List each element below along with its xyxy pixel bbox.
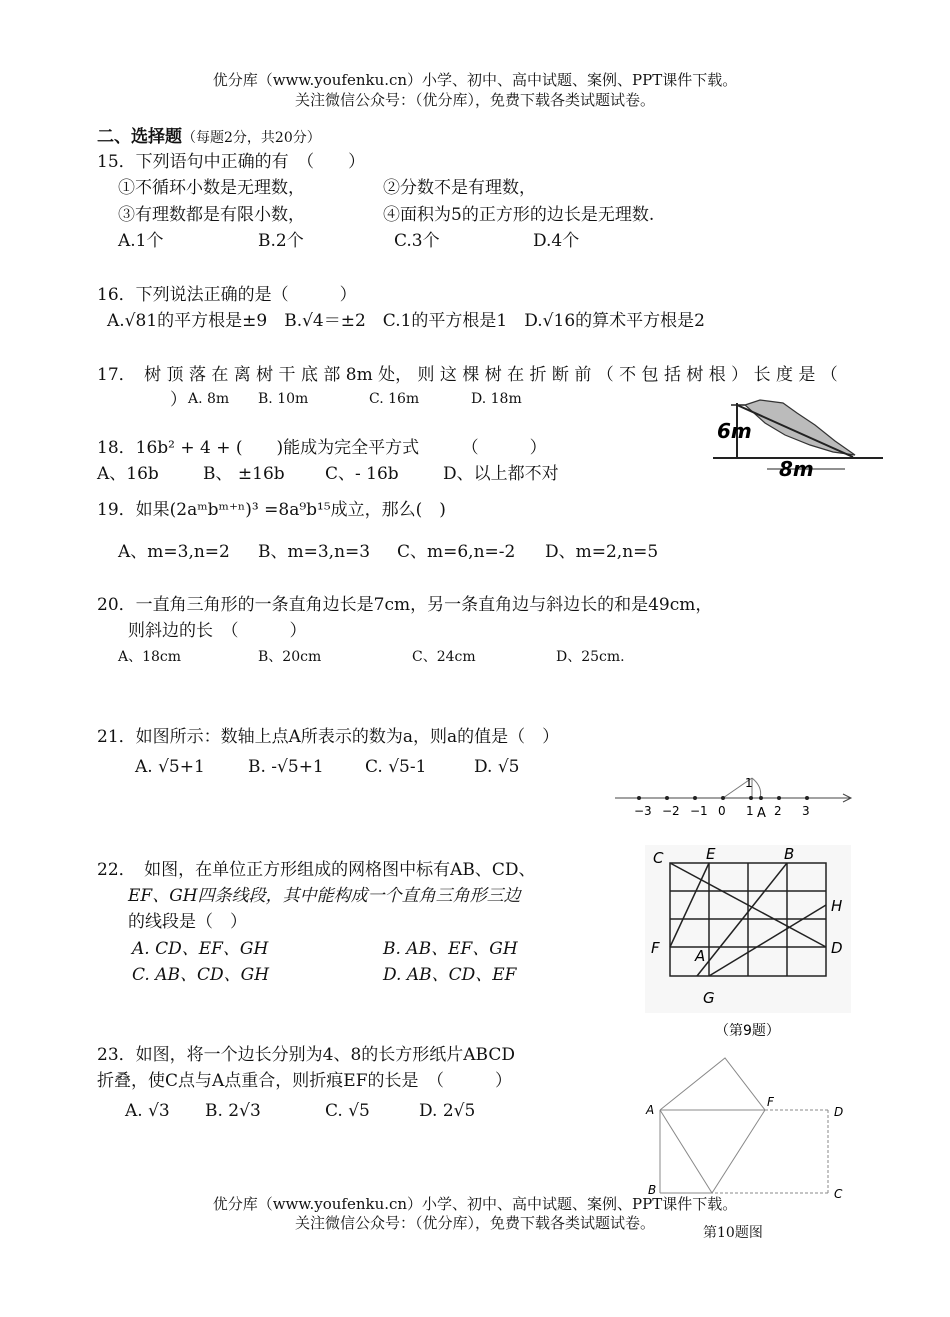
q22-grid-figure <box>645 845 855 1039</box>
q23-label-b: B <box>648 1183 657 1197</box>
q17-fig-width-label: 8m <box>779 457 814 481</box>
q17-stem: 17． 树 顶 落 在 离 树 干 底 部 8m 处， 则 这 棵 树 在 折 断 前 （ 不 包 括 树 根 ） 长 度 是 （ <box>97 365 838 385</box>
q17-stem-close: ） <box>170 390 187 410</box>
q21-tick-dot <box>777 796 781 800</box>
q18-stem: 18．16b² + 4 + ( )能成为完全平方式 （ ） <box>97 438 547 458</box>
q21-tick-label: −2 <box>662 804 680 818</box>
q23-stem: 23．如图，将一个边长分别为4、8的长方形纸片ABCD <box>97 1045 515 1065</box>
q21-tick-label: 2 <box>774 804 782 818</box>
q20-option-b: B、20cm <box>258 649 322 665</box>
q23-label-d: D <box>834 1105 844 1119</box>
q21-tick-dot <box>637 796 641 800</box>
q17-option-c: C. 16m <box>369 391 420 407</box>
q16-stem: 16．下列说法正确的是（ ） <box>97 285 357 305</box>
q21-tick-label: −3 <box>634 804 652 818</box>
q22-label-h: H <box>831 897 843 915</box>
q21-tick-dot <box>693 796 697 800</box>
q21-tick-label: −1 <box>690 804 708 818</box>
q21-stem: 21．如图所示：数轴上点A所表示的数为a，则a的值是（ ） <box>97 727 560 747</box>
q18-option-a: A、16b <box>97 464 159 484</box>
q23-label-f: F <box>767 1095 774 1109</box>
q21-tick-dot <box>749 796 753 800</box>
q22-label-f: F <box>651 939 660 957</box>
q15-statement-3: ③有理数都是有限小数， <box>118 205 305 225</box>
q23-option-d: D. 2√5 <box>419 1101 476 1121</box>
q22-stem-2: EF、GH四条线段，其中能构成一个直角三角形三边 <box>128 886 521 906</box>
q15-option-a: A.1个 <box>118 231 164 251</box>
q18-option-b: B、 ±16b <box>203 464 285 484</box>
q23-stem-2: 折叠，使C点与A点重合，则折痕EF的长是 （ ） <box>97 1071 512 1091</box>
q17-option-d: D. 18m <box>471 391 522 407</box>
q22-option-a: A. CD、EF、GH <box>132 939 269 959</box>
q23-fold-figure <box>640 1050 855 1210</box>
q19-option-d: D、m=2,n=5 <box>545 542 659 562</box>
q21-option-b: B. -√5+1 <box>248 757 324 777</box>
footer-line-2: 关注微信公众号：（优分库），免费下载各类试题试卷。 <box>294 1214 655 1232</box>
q19-option-a: A、m=3,n=2 <box>118 542 230 562</box>
section-heading <box>97 127 321 147</box>
q22-option-b: B. AB、EF、GH <box>383 939 518 959</box>
q21-tick-dot <box>665 796 669 800</box>
q15-option-c: C.3个 <box>394 231 440 251</box>
q22-stem: 22． 如图，在单位正方形组成的网格图中标有AB、CD、 <box>97 860 536 880</box>
q22-label-d: D <box>831 939 843 957</box>
q17-tree-figure <box>705 395 895 480</box>
q22-label-g: G <box>703 989 715 1007</box>
q22-label-e: E <box>706 845 716 863</box>
header-line-1: 优分库（www.youfenku.cn）小学、初中、高中试题、案例、PPT课件下载。 <box>212 71 738 89</box>
q22-caption: （第9题） <box>715 1023 780 1039</box>
q20-option-a: A、18cm <box>118 649 182 665</box>
q15-option-b: B.2个 <box>258 231 304 251</box>
q16-options: A.√81的平方根是±9 B.√4＝±2 C.1的平方根是1 D.√16的算术平方根是2 <box>107 311 705 331</box>
section-title: 二、选择题 <box>97 127 182 147</box>
q17-option-a: A. 8m <box>188 391 230 407</box>
q21-option-c: C. √5-1 <box>365 757 427 777</box>
q18-option-c: C、- 16b <box>325 464 399 484</box>
q21-tick-label: 3 <box>802 804 810 818</box>
q15-statement-1: ①不循环小数是无理数， <box>118 178 305 198</box>
q15-option-d: D.4个 <box>533 231 580 251</box>
q22-option-d: D. AB、CD、EF <box>383 965 517 985</box>
q21-point-a-dot <box>759 796 763 800</box>
q19-option-c: C、m=6,n=-2 <box>397 542 516 562</box>
q17-fig-height-label: 6m <box>717 419 752 443</box>
q21-tick-dot <box>805 796 809 800</box>
q21-tick-label: 1 <box>746 804 754 818</box>
q21-number-line <box>605 765 860 825</box>
q21-option-d: D. √5 <box>474 757 520 777</box>
q22-option-c: C. AB、CD、GH <box>132 965 270 985</box>
q20-option-d: D、25cm. <box>556 649 625 665</box>
q19-option-b: B、m=3,n=3 <box>258 542 371 562</box>
q15-statement-2: ②分数不是有理数， <box>383 178 536 198</box>
section-note: （每题2分，共20分） <box>182 130 321 146</box>
q17-option-b: B. 10m <box>258 391 309 407</box>
q22-label-c: C <box>653 849 664 867</box>
q23-label-c: C <box>834 1187 843 1201</box>
q22-stem-3: 的线段是（ ） <box>128 912 247 932</box>
q20-stem-2: 则斜边的长 （ ） <box>128 621 307 641</box>
q23-option-a: A. √3 <box>125 1101 170 1121</box>
q21-tick-label: 0 <box>718 804 726 818</box>
q23-option-b: B. 2√3 <box>205 1101 261 1121</box>
footer-line-1: 优分库（www.youfenku.cn）小学、初中、高中试题、案例、PPT课件下载。 <box>212 1195 738 1213</box>
q20-option-c: C、24cm <box>412 649 476 665</box>
header-line-2: 关注微信公众号：（优分库），免费下载各类试题试卷。 <box>294 91 655 109</box>
q20-stem: 20．一直角三角形的一条直角边长是7cm，另一条直角边与斜边长的和是49cm， <box>97 595 713 615</box>
q22-label-b: B <box>784 845 795 863</box>
q19-stem: 19．如果(2aᵐbᵐ⁺ⁿ)³ =8a⁹b¹⁵成立，那么( ) <box>97 500 446 520</box>
q21-fig-one-label: 1 <box>745 776 753 790</box>
q15-stem: 15．下列语句中正确的有 （ ） <box>97 152 366 172</box>
q15-statement-4: ④面积为5的正方形的边长是无理数. <box>383 205 655 225</box>
q21-fig-point-label: A <box>757 806 766 821</box>
q18-option-d: D、以上都不对 <box>443 464 559 484</box>
q23-option-c: C. √5 <box>325 1101 370 1121</box>
q21-tick-dot <box>721 796 725 800</box>
q23-label-a: A <box>646 1103 655 1117</box>
q21-option-a: A. √5+1 <box>135 757 205 777</box>
q22-label-a: A <box>695 947 706 965</box>
q23-caption: 第10题图 <box>703 1225 763 1241</box>
